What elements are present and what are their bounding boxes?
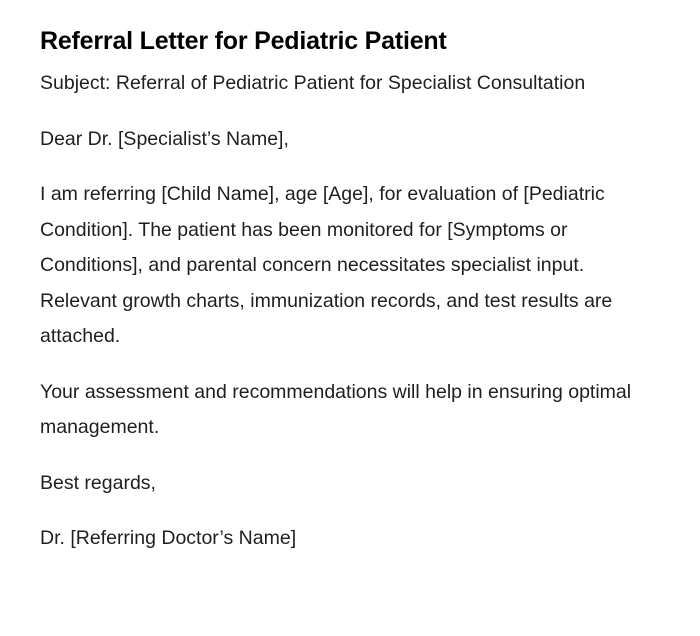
letter-salutation: Dear Dr. [Specialist’s Name],: [40, 127, 289, 150]
letter-title: Referral Letter for Pediatric Patient: [40, 27, 447, 55]
letter-signature: Dr. [Referring Doctor’s Name]: [40, 527, 297, 549]
letter-closing: Best regards,: [40, 471, 156, 494]
letter-body-paragraph-2: Your assessment and recommendations will help in ensuring optimal management.: [40, 380, 632, 438]
letter-subject: Subject: Referral of Pediatric Patient for Specialist Consultation: [40, 72, 586, 94]
letter-body-paragraph-1: I am referring [Child Name], age [Age], for evaluation of [Pediatric Condition]. The patient has been monitored for [Symptoms or Conditions], and parental concern necessitates specialist input. Relevant growth charts, immunization records, and test results are attached.: [40, 183, 613, 347]
